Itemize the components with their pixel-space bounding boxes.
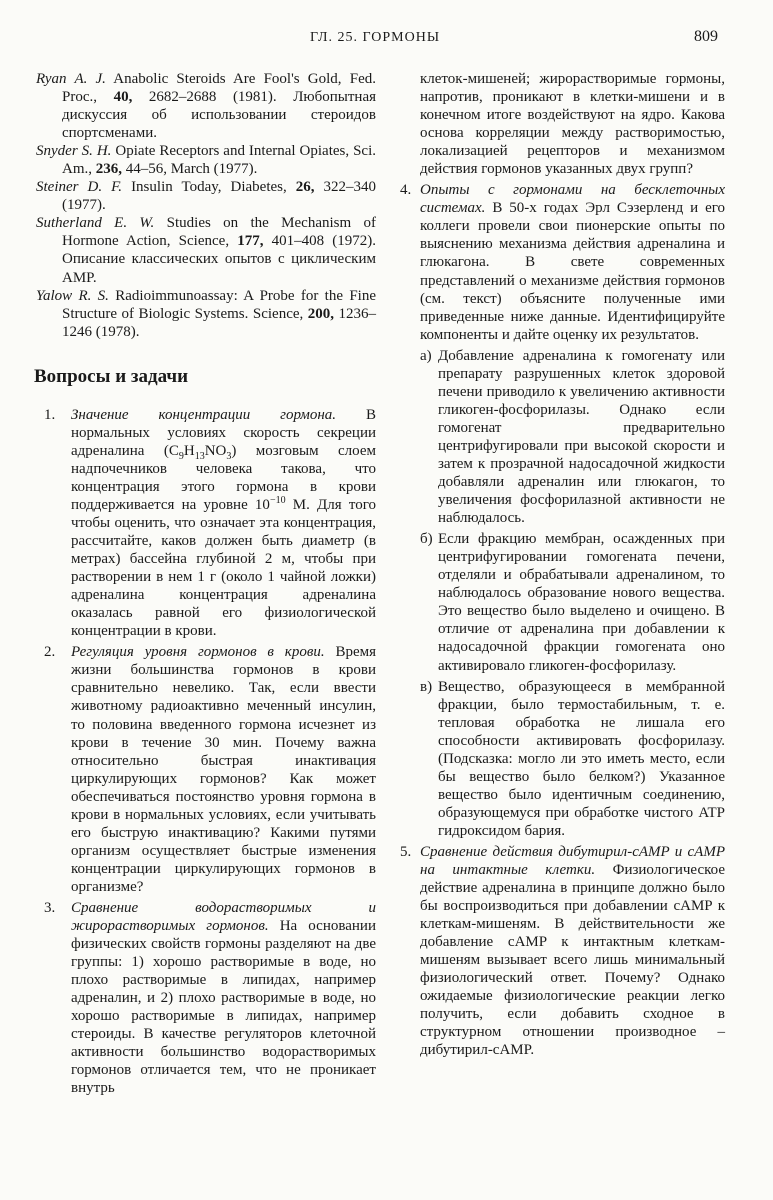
formula-part: H <box>183 442 195 459</box>
reference-text: 2682–2688 (1981). Любопытная дискуссия об использовании стероидов спортсменами. <box>62 89 376 142</box>
reference-item <box>36 214 376 286</box>
formula-subscript: 3 <box>226 450 232 462</box>
question-number: 4. <box>400 182 412 199</box>
question-number: 5. <box>400 843 412 860</box>
reference-item <box>36 178 376 214</box>
part-letter: б) <box>420 531 433 548</box>
running-head: ГЛ. 25. ГОРМОНЫ <box>310 30 441 45</box>
reference-text: 1236–1246 (1978). <box>62 305 377 340</box>
question-title: Сравнение водорастворимых и жирорастворимых гормонов. <box>71 899 376 935</box>
reference-text: Studies on the Mechanism of Hormone Action, Science, <box>62 215 376 250</box>
reference-text: Insulin Today, Diabetes, <box>131 179 287 196</box>
question-number: 1. <box>44 406 56 423</box>
reference-author: Snyder S. H. <box>36 143 112 160</box>
reference-volume: 177, <box>237 233 264 250</box>
question-5 <box>400 843 725 1060</box>
question-4-part <box>400 347 725 527</box>
right-column <box>400 70 725 1063</box>
question-1 <box>36 406 376 641</box>
question-title: Сравнение действия дибутирил-cAMP и cAMP на интактные клетки. <box>420 843 725 879</box>
part-letter: а) <box>420 347 432 364</box>
question-text: В 50-х годах Эрл Сэзерленд и его коллеги провели свои пионерские опыты по выяснению механизма действия адреналина и глюкагона. В свете современных представлений о механизме действия гормонов (см. текст) объясните полученные ими приведенные ниже данные. Идентифицируйте компоненты и дайте оценку их результатов. <box>420 200 726 343</box>
formula-part: NO <box>204 442 227 459</box>
question-title: Регуляция уровня гормонов в крови. <box>71 644 325 661</box>
reference-volume: 26, <box>295 179 315 196</box>
reference-author: Yalow R. S. <box>36 287 109 304</box>
reference-volume: 40, <box>113 89 133 106</box>
question-text: ) мозговым слоем надпочечников человека такова, что концентрация этого гормона в крови поддерживается на уровне 10 <box>71 442 376 513</box>
reference-volume: 200, <box>307 305 335 322</box>
part-letter: в) <box>420 678 433 695</box>
part-text: Добавление адреналина к гомогенату или препарату разрушенных клеток здоровой печени приводило к увеличению активности гликоген-фосфорилазы. Однако если гомогенат предварительно центрифугировали при высокой скорости и затем к прозрачной надосадочной жидкости добавляли адреналин или глюкагон, то увеличения фосфорилазной активности не наблюдалось. <box>438 347 725 527</box>
question-text: В нормальных условиях скорость секреции адреналина (C <box>71 406 376 459</box>
reference-text: Opiate Receptors and Internal Opiates, Sci. Am., <box>62 143 376 178</box>
reference-volume: 236, <box>95 161 122 178</box>
left-column <box>28 70 376 1100</box>
exponent: −10 <box>269 494 286 506</box>
formula-subscript: 9 <box>178 450 184 462</box>
reference-author: Sutherland E. W. <box>36 215 155 232</box>
question-text: Время жизни большинства гормонов в крови сравнительно невелико. Так, если ввести животному радиоактивно меченный инсулин, то половина введенного гормона исчезнет из крови в течение 30 мин. Почему важна относительно быстрая инактивация циркулирующих гормонов? Как может обеспечиваться постоянство уровня гормона в крови в нормальных условиях, если учитывать его быструю инактивацию? Какими путями организм осуществляет быстрые изменения концентрации циркулирующих гормонов в организме? <box>71 644 376 895</box>
reference-item <box>36 287 376 341</box>
question-4-part <box>400 678 725 840</box>
reference-author: Steiner D. F. <box>36 179 123 196</box>
reference-item <box>36 70 376 142</box>
page-number: 809 <box>694 28 718 45</box>
question-text: Физиологическое действие адреналина в принципе должно было бы воспроизводиться при добавлении cAMP к клеткам-мишеням. В действительности же добавление cAMP к интактным клеткам-мишеням вызывает всего лишь минимальный физиологический ответ. Почему? Однако ожидаемые физиологические реакции легко получить, если добавить сходное в структурном отношении производное – дибутирил-cAMP. <box>420 862 725 1059</box>
question-2 <box>36 643 376 896</box>
reference-author: Ryan A. J. <box>36 71 106 87</box>
question-text: М. Для того чтобы оценить, что означает эта концентрация, рассчитайте, каков должен быть диаметр (в метрах) бассейна глубиной 2 м, чтобы при растворении в нем 1 г (около 1 чайной ложки) адреналина концентрация адреналина оказалась равной его физиологической концентрации в крови. <box>71 496 376 640</box>
reference-text: 44–56, March (1977). <box>125 161 258 178</box>
question-title: Опыты с гормонами на бесклеточных системах. <box>420 182 725 217</box>
question-number: 3. <box>44 899 56 916</box>
question-4 <box>400 181 725 343</box>
reference-text: Radioimmunoassay: A Probe for the Fine Structure of Biologic Systems. Science, <box>62 287 376 322</box>
question-text: На основании физических свойств гормоны разделяют на две группы: 1) хорошо растворимые в воде, но плохо растворимые в липидах, например адреналин, и 2) плохо растворимые в воде, но хорошо растворимые в липидах, например стероиды. В качестве регуляторов клеточной активности большинство водорастворимых гормонов отличается тем, что не проникает внутрь <box>71 918 376 1097</box>
part-text: Если фракцию мембран, осажденных при центрифугировании гомогената печени, отделяли и обрабатывали адреналином, то наблюдалось образование нового вещества. Это вещество было выделено и очищено. В отличие от адреналина при добавлении к надосадочной фракции гомогената оно активировало гликоген-фосфорилазу. <box>438 531 725 674</box>
question-number: 2. <box>44 644 56 661</box>
reference-text: Anabolic Steroids Are Fool's Gold, Fed. Proc., <box>62 71 376 106</box>
question-3-continuation: клеток-мишеней; жирорастворимые гормоны, напротив, проникают в клетки-мишени и в конечном итоге воздействуют на ядро. Какова основа корреляции между растворимостью, локализацией рецепторов и механизмом действия гормонов указанных двух групп? <box>420 71 725 178</box>
question-3 <box>36 899 376 1098</box>
reference-item <box>36 142 376 178</box>
question-title: Значение концентрации гормона. <box>71 406 337 423</box>
formula-subscript: 13 <box>194 450 205 462</box>
question-4-part <box>400 530 725 674</box>
reference-text: 401–408 (1972). Описание классических опытов с циклическим AMP. <box>62 233 376 286</box>
reference-text: 322–340 (1977). <box>62 179 376 214</box>
part-text: Вещество, образующееся в мембранной фракции, было термостабильным, т. е. тепловая обработка не лишала его способности активировать фосфорилазу. (Подсказка: могло ли это иметь место, если бы вещество было белком?) Указанное вещество было идентичным соединению, образующемуся при обработке чистого ATP гидроксидом бария. <box>438 678 725 839</box>
section-heading: Вопросы и задачи <box>34 365 189 387</box>
reference-list <box>28 70 376 341</box>
